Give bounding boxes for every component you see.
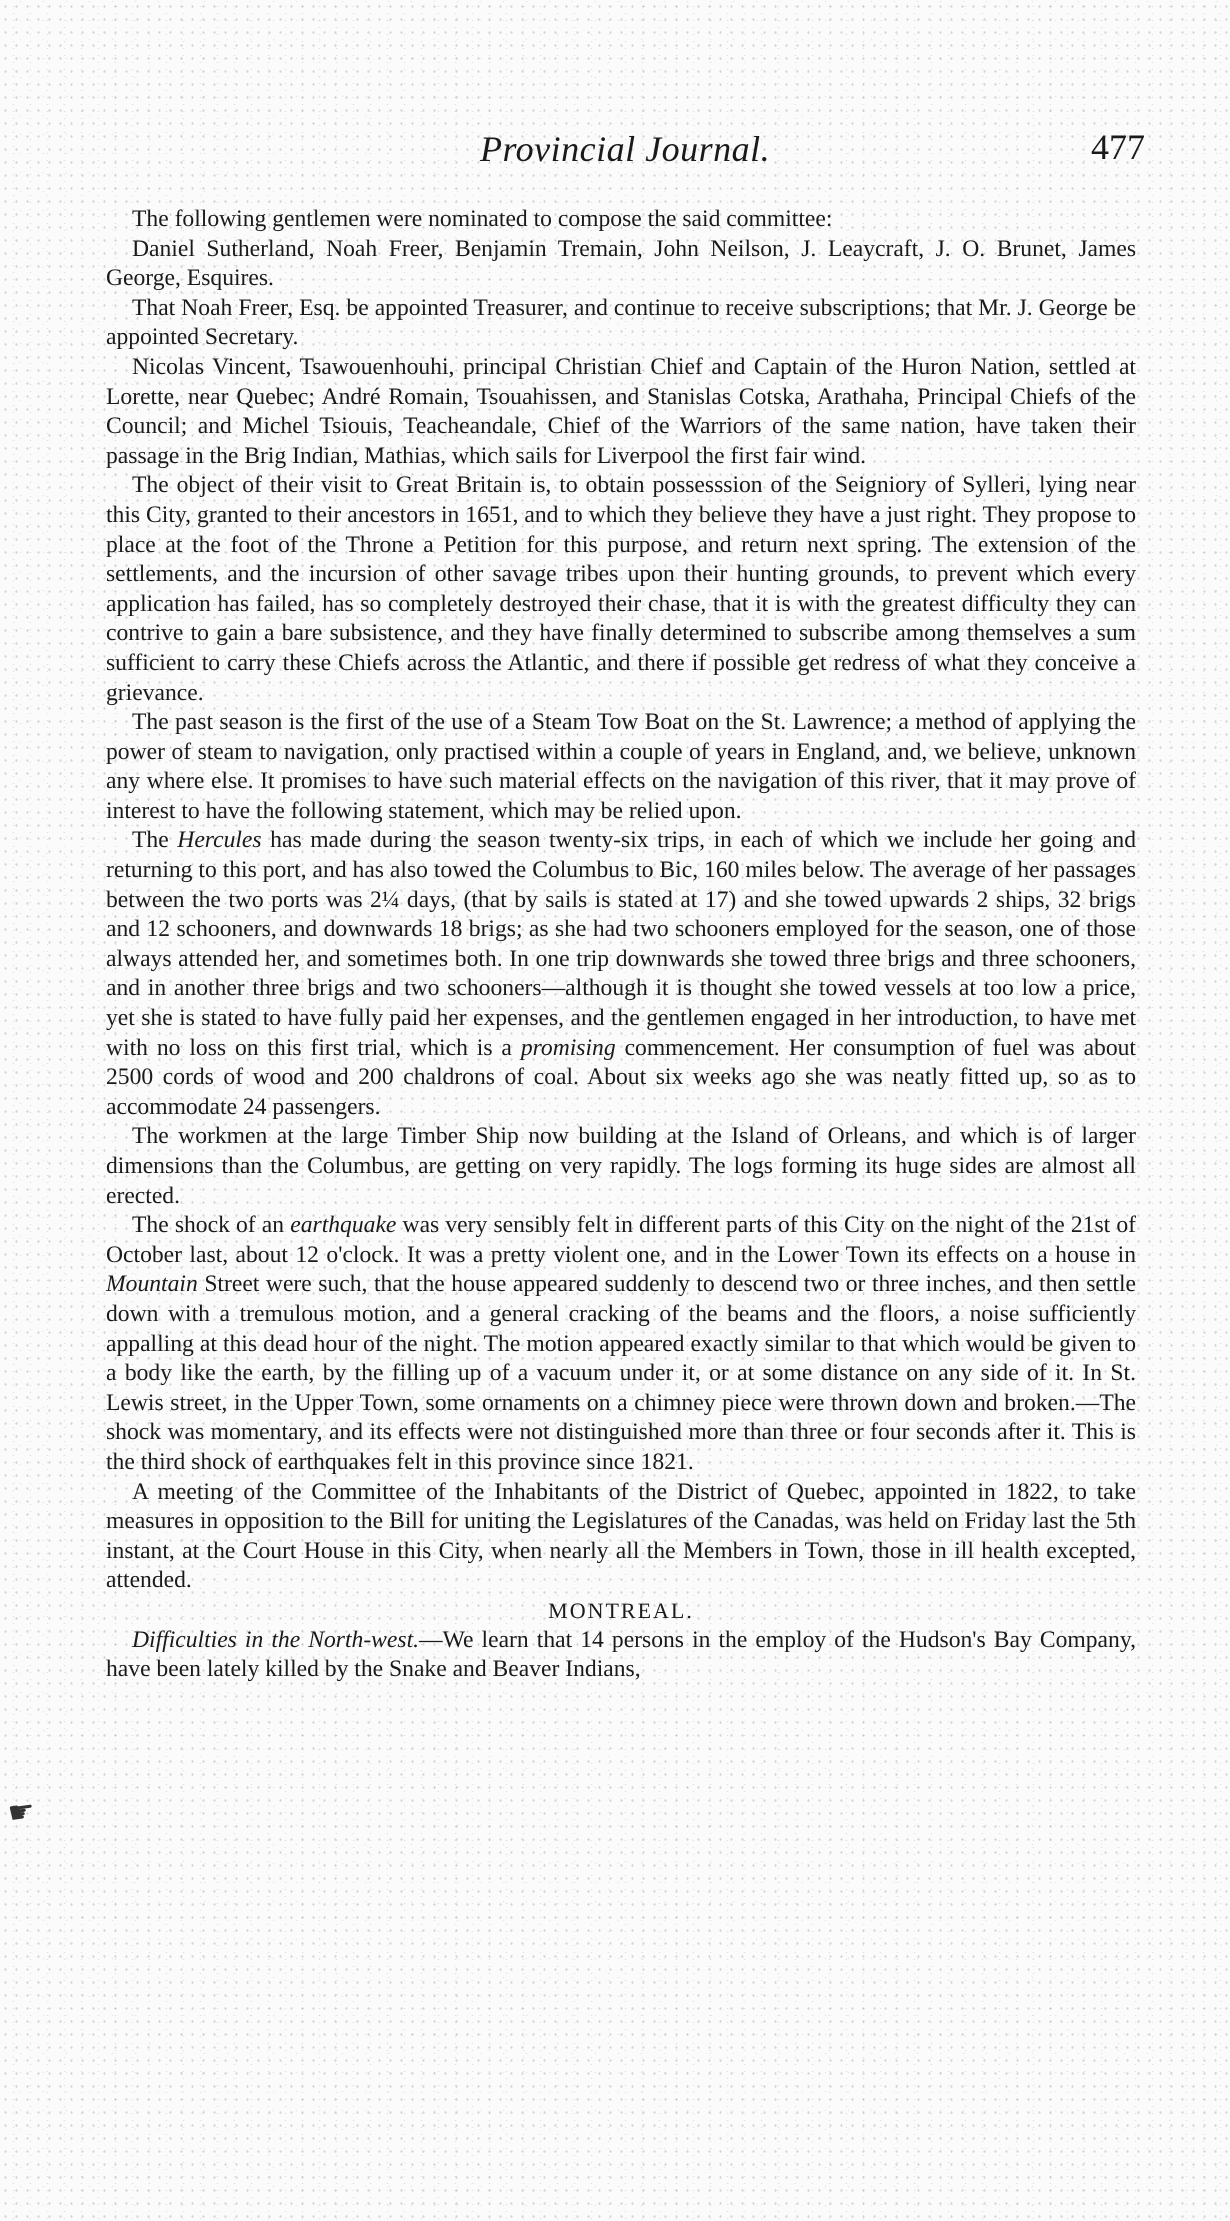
page-number: 477 bbox=[1091, 127, 1145, 167]
paragraph-huron-chiefs: Nicolas Vincent, Tsawouenhouhi, principal Christian Chief and Captain of the Huron Nation, settled at Lorette, near Quebec; André Romain, Tsouahissen, and Stanislas Cotska, Arathaha, Principal Chiefs of the Council; and Michel Tsiouis, Teacheandale, Chief of the Warriors of the same nation, have taken their passage in the Brig Indian, Mathias, which sails for Liverpool the first fair wind. bbox=[106, 353, 1136, 469]
earthquake-text-b: Street were such, that the house appeared suddenly to descend two or three inches, and then settle down with a tremulous motion, and a general cracking of the beams and the floors, a noise sufficiently appalling at this dead hour of the night. The motion appeared exactly similar to that which would be given to a body like the earth, by the filling up of a vacuum under it, or at some distance on any side of it. In St. Lewis street, in the Upper Town, some ornaments on a chimney piece were thrown down and broken.—The shock was momentary, and its effects were not distinguished more than three or four seconds after it. This is the third shock of earthquakes felt in this province since 1821. bbox=[106, 1271, 1136, 1475]
hercules-ship-name: Hercules bbox=[177, 827, 262, 854]
paragraph-visit-object: The object of their visit to Great Britain is, to obtain possesssion of the Seigniory of Sylleri, lying near this City, granted to their ancestors in 1651, and to which they believe they have a just right. They propose to place at the foot of the Throne a Petition for this purpose, and return next spring. The extension of the settlements, and the incursion of other savage tribes upon their hunting grounds, to prevent which every application has failed, has so completely destroyed their chase, that it is with the greatest difficulty they can contrive to gain a bare subsistence, and they have finally determined to subscribe among themselves a sum sufficient to carry these Chiefs across the Atlantic, and there if possible get redress of what they conceive a grievance. bbox=[106, 472, 1136, 706]
paragraph-treasurer: That Noah Freer, Esq. be appointed Treasurer, and continue to receive subscriptions; that Mr. J. George be appointed Secretary. bbox=[106, 294, 1136, 351]
earthquake-text-a: was very sensibly felt in different parts of this City on the night of the 21st of October last, about 12 o'clock. It was a pretty violent one, and in the Lower Town its effects on a house in bbox=[106, 1212, 1137, 1268]
page-header bbox=[105, 128, 1145, 178]
paragraph-north-west bbox=[106, 1626, 1136, 1685]
earthquake-emphasis: earthquake bbox=[290, 1212, 397, 1239]
paragraph-earthquake bbox=[106, 1211, 1136, 1477]
paragraph-steam-tow-boat: The past season is the first of the use of a Steam Tow Boat on the St. Lawrence; a method of applying the power of steam to navigation, only practised within a couple of years in England, and, we believe, unknown any where else. It promises to have such material effects on the navigation of this river, that it may prove of interest to have the following statement, which may be relied upon. bbox=[106, 709, 1136, 824]
running-head: Provincial Journal. bbox=[480, 129, 771, 169]
paragraph-committee-meeting: A meeting of the Committee of the Inhabitants of the District of Quebec, appointed in 1822, to take measures in opposition to the Bill for uniting the Legislatures of the Canadas, was held on Friday last the 5th instant, at the Court House in this City, when nearly all the Members in Town, those in ill health excepted, attended. bbox=[106, 1478, 1136, 1594]
margin-pointer-icon: ☛ bbox=[5, 1794, 38, 1831]
north-west-text: —We learn that 14 persons in the employ of the Hudson's Bay Company, have been lately killed by the Snake and Beaver Indians, bbox=[106, 1626, 1136, 1683]
paragraph-timber-ship: The workmen at the large Timber Ship now building at the Island of Orleans, and which is of larger dimensions than the Columbus, are getting on very rapidly. The logs forming its huge sides are almost all erected. bbox=[106, 1123, 1136, 1209]
earthquake-street-name: Mountain bbox=[106, 1271, 198, 1298]
paragraph-committee-intro: The following gentlemen were nominated to compose the said committee: bbox=[132, 206, 833, 232]
hercules-lead: The bbox=[132, 827, 169, 854]
hercules-text-a: has made during the season twenty-six trips, in each of which we include her going and returning to this port, and has also towed the Columbus to Bic, 160 miles below. The average of her passages between the two ports was 2¼ days, (that by sails is stated at 17) and she towed upwards 2 ships, 32 brigs and 12 schooners, and downwards 18 brigs; as she had two schooners employed for the season, one of those always attended her, and sometimes both. In one trip downwards she towed three brigs and three schooners, and in another three brigs and two schooners—although it is thought she towed vessels at too low a price, yet she is stated to have fully paid her expenses, and the gentlemen engaged in her introduction, to have met with no loss on this first trial, which is a bbox=[106, 827, 1137, 1061]
hercules-emphasis: promising bbox=[520, 1034, 616, 1061]
north-west-title: Difficulties in the North-west. bbox=[132, 1626, 420, 1653]
earthquake-lead: The shock of an bbox=[132, 1212, 285, 1239]
paragraph-committee-names: Daniel Sutherland, Noah Freer, Benjamin Tremain, John Neilson, J. Leaycraft, J. O. Brunet, James George, Esquires. bbox=[106, 235, 1136, 292]
section-heading-montreal: MONTREAL. bbox=[548, 1597, 694, 1623]
article-body bbox=[106, 205, 1136, 1685]
hercules-text-b: commencement. Her consumption of fuel was about 2500 cords of wood and 200 chaldrons of coal. About six weeks ago she was neatly fitted up, so as to accommodate 24 passengers. bbox=[106, 1034, 1136, 1120]
paragraph-hercules bbox=[106, 826, 1136, 1122]
